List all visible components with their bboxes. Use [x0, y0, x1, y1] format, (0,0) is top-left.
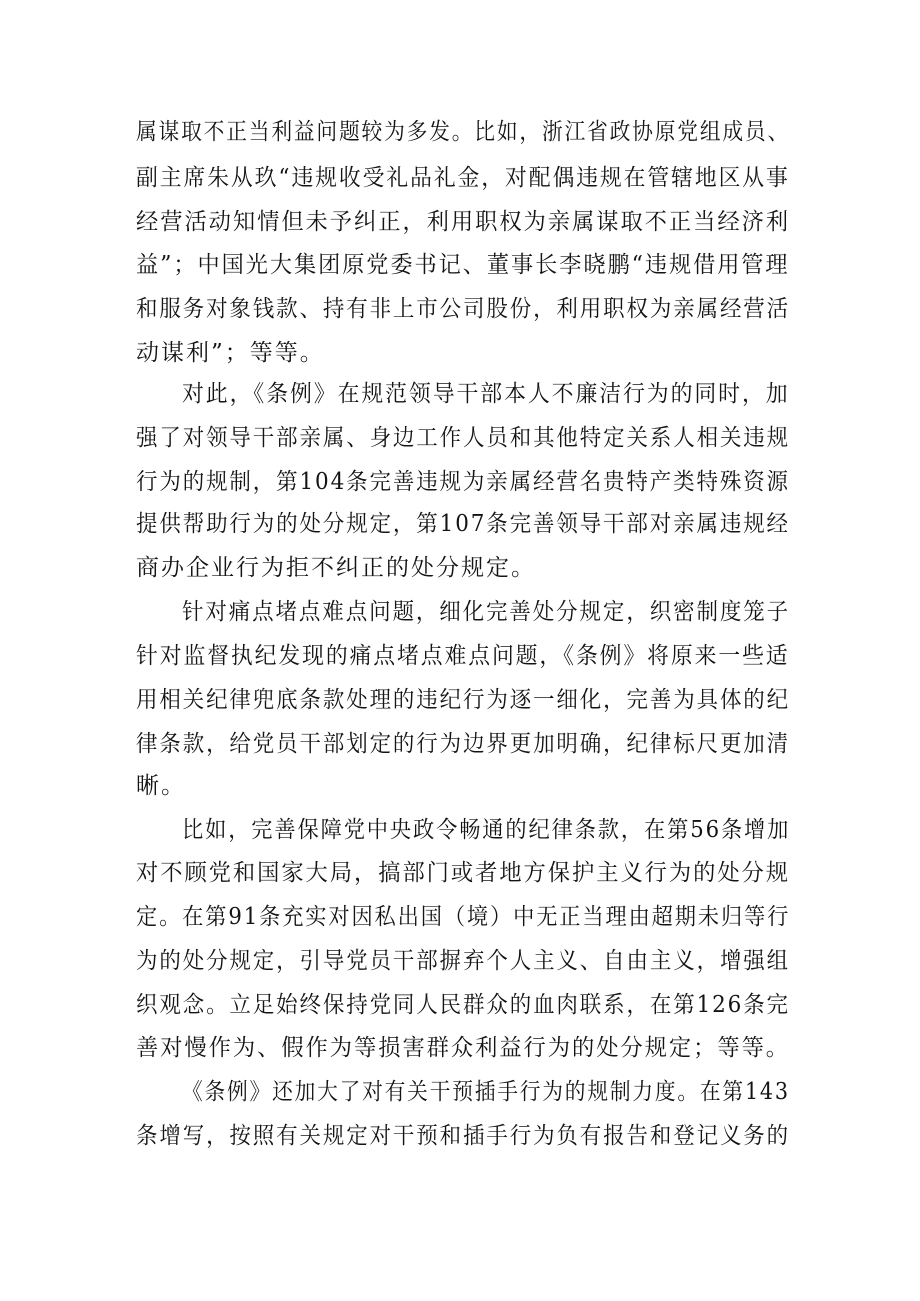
text-line: 属谋取不正当利益问题较为多发。比如，浙江省政协原党组成员、 [136, 119, 791, 145]
text-line: 比如，完善保障党中央政令畅通的纪律条款，在第56条增加 [182, 817, 791, 843]
text-line: 经营活动知情但未予纠正，利用职权为亲属谋取不正当经济利 [136, 209, 791, 235]
text-line: 动谋利”；等等。 [136, 340, 325, 366]
text-line: 条增写，按照有关规定对干预和插手行为负有报告和登记义务的 [136, 1123, 791, 1149]
text-line: 和服务对象钱款、持有非上市公司股份，利用职权为亲属经营活 [136, 296, 791, 322]
text-line: 《条例》还加大了对有关干预插手行为的规制力度。在第143 [182, 1079, 790, 1105]
text-line: 强了对领导干部亲属、身边工作人员和其他特定关系人相关违规 [136, 425, 791, 451]
text-line: 用相关纪律兜底条款处理的违纪行为逐一细化，完善为具体的纪 [136, 687, 791, 713]
text-line: 对此，《条例》在规范领导干部本人不廉洁行为的同时，加 [182, 381, 790, 407]
text-line: 副主席朱从玖“违规收受礼品礼金，对配偶违规在管辖地区从事 [136, 165, 790, 191]
text-line: 行为的规制，第104条完善违规为亲属经营名贵特产类特殊资源 [136, 469, 790, 495]
text-line: 律条款，给党员干部划定的行为边界更加明确，纪律标尺更加清 [136, 731, 791, 757]
section-heading: 针对痛点堵点难点问题，细化完善处分规定，织密制度笼子 [182, 599, 791, 625]
text-line: 商办企业行为拒不纠正的处分规定。 [136, 555, 536, 581]
text-line: 定。在第91条充实对因私出国（境）中无正当理由超期未归等行 [136, 904, 791, 930]
text-line: 对不顾党和国家大局，搞部门或者地方保护主义行为的处分规 [136, 860, 791, 886]
text-line: 织观念。立足始终保持党同人民群众的血肉联系，在第126条完 [136, 992, 790, 1018]
text-line: 晰。 [136, 773, 186, 799]
text-line: 针对监督执纪发现的痛点堵点难点问题，《条例》将原来一些适 [136, 643, 790, 669]
text-line: 提供帮助行为的处分规定，第107条完善领导干部对亲属违规经 [136, 511, 790, 537]
text-line: 益”；中国光大集团原党委书记、董事长李晓鹏“违规借用管理 [136, 252, 790, 278]
text-line: 善对慢作为、假作为等损害群众利益行为的处分规定；等等。 [136, 1035, 791, 1061]
text-line: 为的处分规定，引导党员干部摒弃个人主义、自由主义，增强组 [136, 948, 791, 974]
